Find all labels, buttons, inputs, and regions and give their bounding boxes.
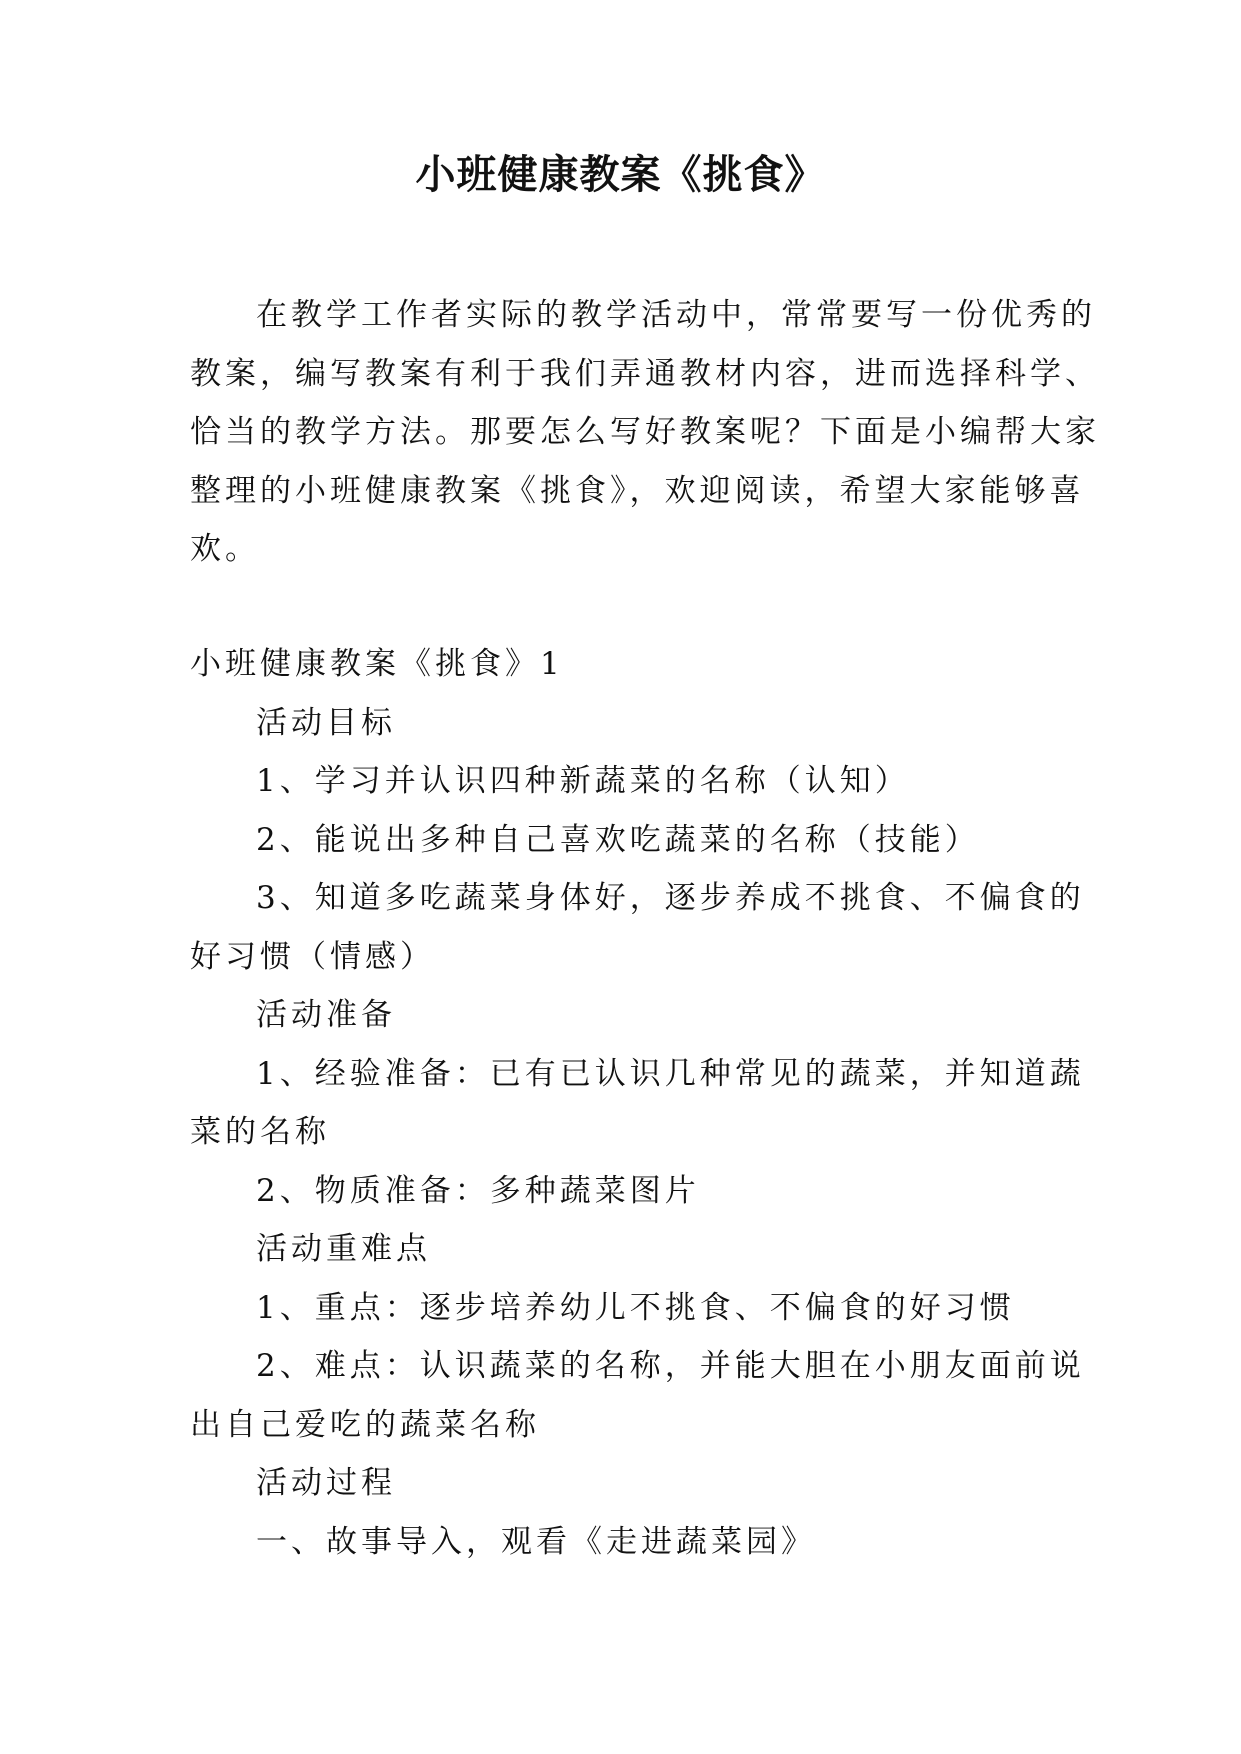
key-point-item: 2、难点：认识蔬菜的名称，并能大胆在小朋友面前说 xyxy=(256,1348,1085,1384)
process-item: 一、故事导入，观看《走进蔬菜园》 xyxy=(256,1523,816,1560)
key-point-item-continuation: 出自己爱吃的蔬菜名称 xyxy=(190,1406,540,1443)
intro-line: 在教学工作者实际的教学活动中，常常要写一份优秀的 xyxy=(256,297,1096,333)
subheading-activity-goals: 活动目标 xyxy=(256,704,396,741)
document-title: 小班健康教案《挑食》 xyxy=(415,152,826,198)
intro-paragraph xyxy=(190,286,1100,579)
intro-line: 恰当的教学方法。那要怎么写好教案呢？下面是小编帮大家 xyxy=(190,414,1100,450)
intro-line: 整理的小班健康教案《挑食》，欢迎阅读，希望大家能够喜 xyxy=(190,472,1085,509)
lesson-plan-content xyxy=(190,635,1085,1571)
goal-item: 1、学习并认识四种新蔬菜的名称（认知） xyxy=(256,763,910,799)
subheading-key-points: 活动重难点 xyxy=(256,1231,431,1267)
key-point-item: 1、重点：逐步培养幼儿不挑食、不偏食的好习惯 xyxy=(256,1289,1015,1326)
preparation-item-continuation: 菜的名称 xyxy=(190,1114,330,1150)
intro-line: 欢。 xyxy=(190,531,260,567)
goal-item: 2、能说出多种自己喜欢吃蔬菜的名称（技能） xyxy=(256,821,980,858)
intro-line: 教案，编写教案有利于我们弄通教材内容，进而选择科学、 xyxy=(190,355,1100,392)
preparation-item: 2、物质准备：多种蔬菜图片 xyxy=(256,1172,700,1209)
preparation-item: 1、经验准备：已有已认识几种常见的蔬菜，并知道蔬 xyxy=(256,1055,1085,1092)
section-heading: 小班健康教案《挑食》1 xyxy=(190,646,564,682)
goal-item-continuation: 好习惯（情感） xyxy=(190,938,435,975)
subheading-activity-preparation: 活动准备 xyxy=(256,997,396,1033)
subheading-activity-process: 活动过程 xyxy=(256,1465,396,1501)
goal-item: 3、知道多吃蔬菜身体好，逐步养成不挑食、不偏食的 xyxy=(256,880,1085,916)
